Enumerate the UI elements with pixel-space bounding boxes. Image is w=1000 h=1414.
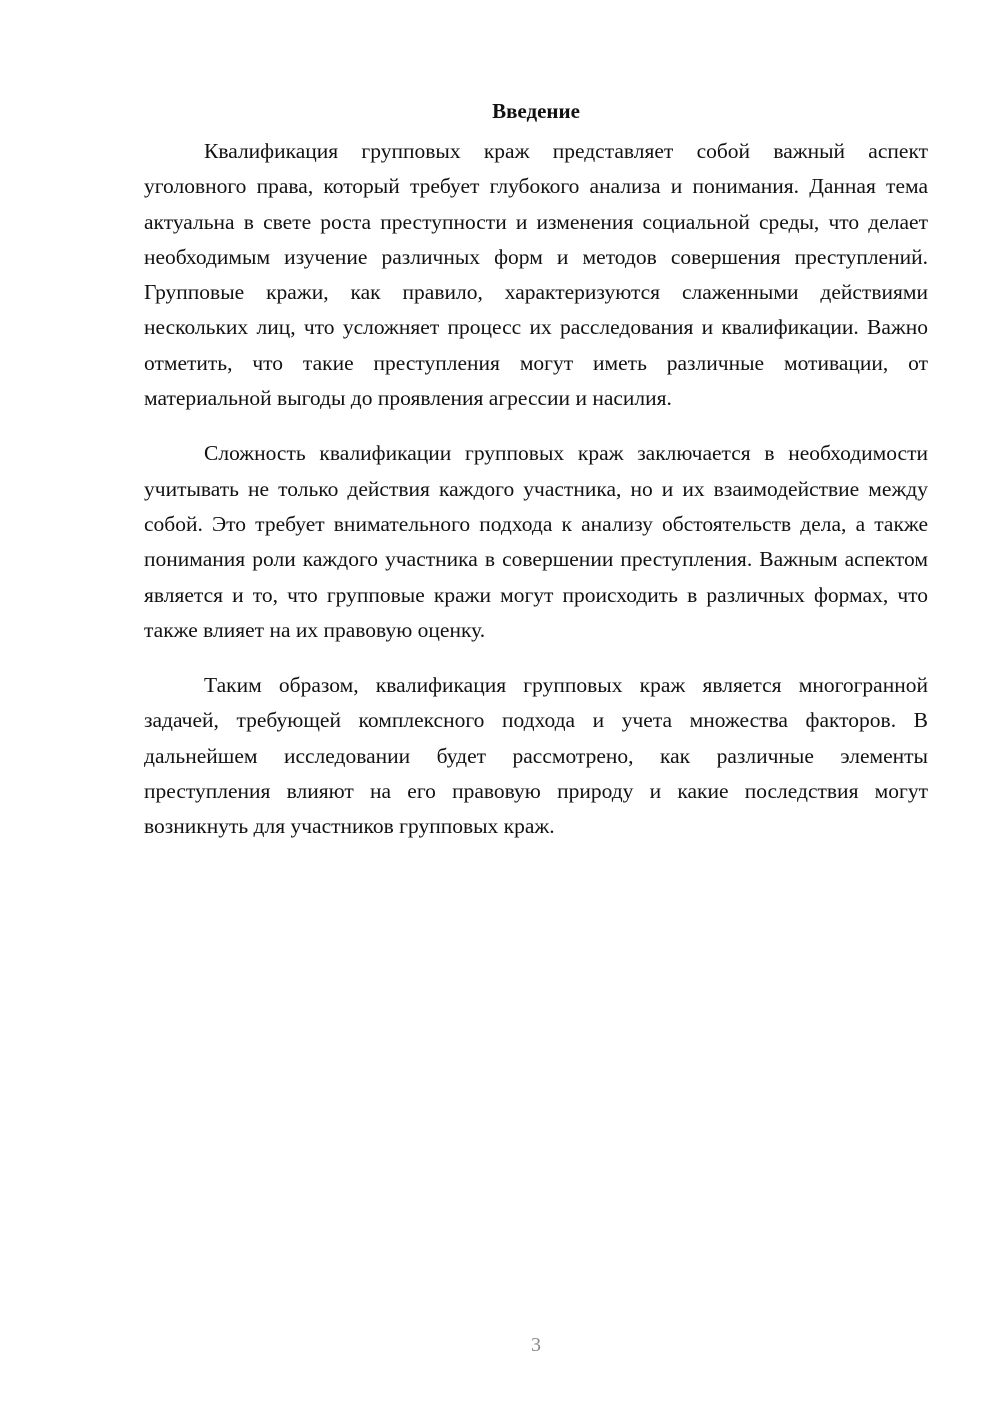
page-content: [144, 96, 928, 865]
paragraph-3: Таким образом, квалификация групповых краж является многогранной задачей, требующей комплексного подхода и учета множества факторов. В дальнейшем исследовании будет рассмотрено, как различные элементы преступления влияют на его правовую природу и какие последствия могут возникнуть для участников групповых краж.: [144, 673, 928, 839]
page-number: 3: [531, 1334, 541, 1356]
paragraph-1: Квалификация групповых краж представляет собой важный аспект уголовного права, который требует глубокого анализа и понимания. Данная тема актуальна в свете роста преступности и изменения социальной среды, что делает необходимым изучение различных форм и методов совершения преступлений. Групповые кражи, как правило, характеризуются слаженными действиями нескольких лиц, что усложняет процесс их расследования и квалификации. Важно отметить, что такие преступления могут иметь различные мотивации, от материальной выгоды до проявления агрессии и насилия.: [144, 139, 928, 411]
section-title: Введение: [492, 99, 580, 123]
paragraph-2: Сложность квалификации групповых краж заключается в необходимости учитывать не только действия каждого участника, но и их взаимодействие между собой. Это требует внимательного подхода к анализу обстоятельств дела, а также понимания роли каждого участника в совершении преступления. Важным аспектом является и то, что групповые кражи могут происходить в различных формах, что также влияет на их правовую оценку.: [144, 441, 928, 642]
